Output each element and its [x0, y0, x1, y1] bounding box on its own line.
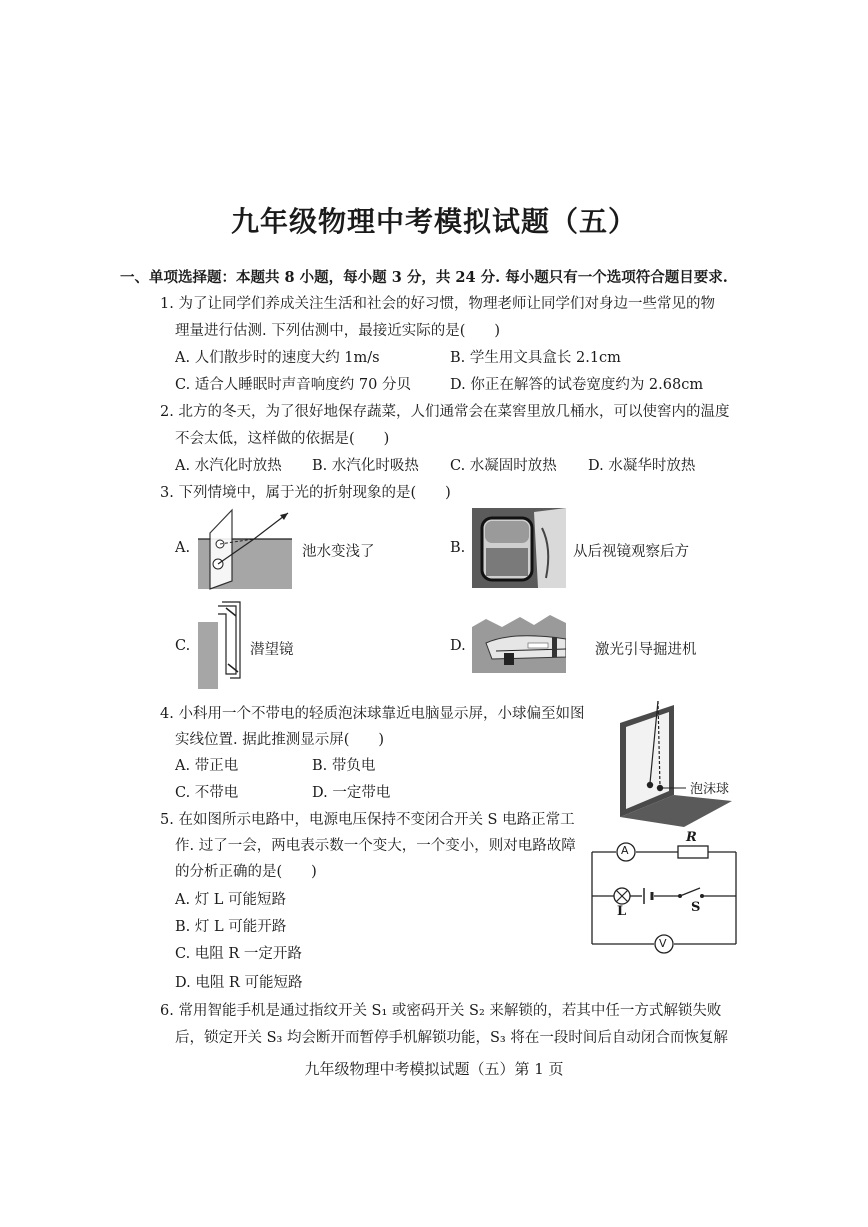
q2-option-b: B. 水汽化时吸热 — [312, 458, 419, 474]
lamp-label: L — [617, 904, 627, 919]
q2-option-c: C. 水凝固时放热 — [450, 458, 557, 474]
q1-option-b: B. 学生用文具盒长 2.1cm — [450, 350, 621, 366]
q5-option-c: C. 电阻 R 一定开路 — [175, 946, 302, 962]
q2-stem-line2: 不会太低，这样做的依据是( ) — [175, 431, 390, 447]
q3-option-b-letter: B. — [450, 540, 466, 556]
pool-refraction-figure — [196, 507, 294, 591]
resistor-label: R — [686, 830, 697, 845]
q6-stem-line1: 6. 常用智能手机是通过指纹开关 S₁ 或密码开关 S₂ 来解锁的，若其中任一方式解锁失败 — [160, 1003, 722, 1019]
q5-option-a: A. 灯 L 可能短路 — [175, 892, 287, 908]
q3-option-a-letter: A. — [175, 540, 191, 556]
q3-option-a-text: 池水变浅了 — [302, 544, 375, 560]
q4-option-a: A. 带正电 — [175, 758, 239, 774]
q5-stem-line2: 作. 过了一会，两电表示数一个变大，一个变小，则对电路故障 — [175, 838, 576, 854]
q5-stem-line3: 的分析正确的是( ) — [175, 864, 317, 880]
q3-option-c-letter: C. — [175, 638, 191, 654]
ammeter-label: A — [621, 844, 629, 857]
switch-label: S — [691, 900, 701, 915]
q5-option-b: B. 灯 L 可能开路 — [175, 919, 287, 935]
q1-option-c: C. 适合人睡眠时声音响度约 70 分贝 — [175, 377, 411, 393]
page-title: 九年级物理中考模拟试题（五） — [230, 205, 637, 238]
laser-tunnel-figure — [472, 613, 566, 673]
periscope-figure — [196, 600, 248, 690]
q4-stem-line2: 实线位置. 据此推测显示屏( ) — [175, 732, 385, 748]
q2-option-a: A. 水汽化时放热 — [175, 458, 282, 474]
page-footer: 九年级物理中考模拟试题（五）第 1 页 — [304, 1060, 564, 1078]
q1-stem-line2: 理量进行估测. 下列估测中，最接近实际的是( ) — [175, 323, 501, 339]
monitor-foam-ball-figure — [614, 697, 738, 829]
q3-option-d-letter: D. — [450, 638, 466, 654]
switch-icon — [678, 894, 682, 898]
resistor-icon — [678, 846, 708, 858]
q2-stem-line1: 2. 北方的冬天，为了很好地保存蔬菜，人们通常会在菜窖里放几桶水，可以使窖内的温度 — [160, 404, 730, 420]
section-heading: 一、单项选择题：本题共 8 小题，每小题 3 分，共 24 分. 每小题只有一个选项符合题目要求. — [120, 269, 728, 286]
q4-option-d: D. 一定带电 — [312, 785, 391, 801]
q5-stem-line1: 5. 在如图所示电路中，电源电压保持不变闭合开关 S 电路正常工 — [160, 812, 575, 828]
q2-option-d: D. 水凝华时放热 — [588, 458, 696, 474]
q4-option-b: B. 带负电 — [312, 758, 376, 774]
q6-stem-line2: 后，锁定开关 S₃ 均会断开而暂停手机解锁功能，S₃ 将在一段时间后自动闭合而恢复解 — [175, 1030, 728, 1046]
q3-option-c-text: 潜望镜 — [250, 642, 294, 658]
q5-option-d: D. 电阻 R 可能短路 — [175, 975, 303, 991]
foam-ball-label: 泡沫球 — [690, 782, 730, 797]
q3-option-b-text: 从后视镜观察后方 — [573, 544, 689, 560]
rearview-mirror-figure — [472, 508, 566, 588]
voltmeter-label: V — [659, 937, 667, 950]
q3-stem: 3. 下列情境中，属于光的折射现象的是( ) — [160, 485, 451, 501]
q1-stem-line1: 1. 为了让同学们养成关注生活和社会的好习惯，物理老师让同学们对身边一些常见的物 — [160, 296, 715, 312]
q1-option-a: A. 人们散步时的速度大约 1m/s — [175, 350, 380, 366]
q4-option-c: C. 不带电 — [175, 785, 239, 801]
q3-option-d-text: 激光引导掘进机 — [595, 642, 697, 658]
q1-option-d: D. 你正在解答的试卷宽度约为 2.68cm — [450, 377, 704, 393]
q4-stem-line1: 4. 小科用一个不带电的轻质泡沫球靠近电脑显示屏，小球偏至如图 — [160, 706, 585, 722]
